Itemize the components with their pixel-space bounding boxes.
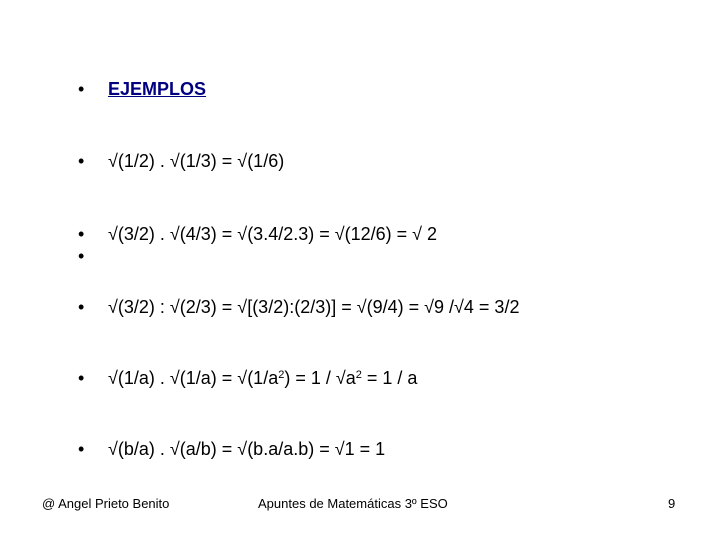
example-5 bbox=[58, 416, 385, 482]
footer-page-number: 9 bbox=[668, 496, 676, 511]
footer-author: @ Angel Prieto Benito bbox=[42, 496, 170, 511]
slide-heading: EJEMPLOS bbox=[108, 79, 207, 99]
bullet-dot: • bbox=[78, 246, 85, 266]
bullet-dot: • bbox=[78, 368, 85, 388]
example-2 bbox=[58, 201, 437, 267]
example-4 bbox=[58, 345, 417, 411]
bullet-dot: • bbox=[78, 151, 85, 171]
example-4-text-b: ) = 1 / √a bbox=[284, 368, 356, 388]
footer-course: Apuntes de Matemáticas 3º ESO bbox=[258, 496, 448, 511]
example-1 bbox=[58, 128, 284, 194]
example-1-text: √(1/2) . √(1/3) = √(1/6) bbox=[108, 151, 285, 171]
bullet-dot: • bbox=[78, 439, 85, 459]
bullet-dot: • bbox=[78, 224, 85, 244]
example-4-exponent-2: 2 bbox=[355, 369, 362, 381]
example-4-text-a: √(1/a) . √(1/a) = √(1/a bbox=[108, 368, 279, 388]
example-3 bbox=[58, 274, 519, 340]
example-5-text: √(b/a) . √(a/b) = √(b.a/a.b) = √1 = 1 bbox=[108, 439, 386, 459]
example-4-text-c: = 1 / a bbox=[361, 368, 418, 388]
heading-line bbox=[58, 56, 206, 122]
bullet-dot: • bbox=[78, 297, 85, 317]
example-2-text: √(3/2) . √(4/3) = √(3.4/2.3) = √(12/6) = √ 2 bbox=[108, 224, 438, 244]
example-4-exponent-1: 2 bbox=[278, 369, 285, 381]
bullet-dot: • bbox=[78, 79, 85, 99]
example-3-text: √(3/2) : √(2/3) = √[(3/2):(2/3)] = √(9/4) = √9 /√4 = 3/2 bbox=[108, 297, 520, 317]
